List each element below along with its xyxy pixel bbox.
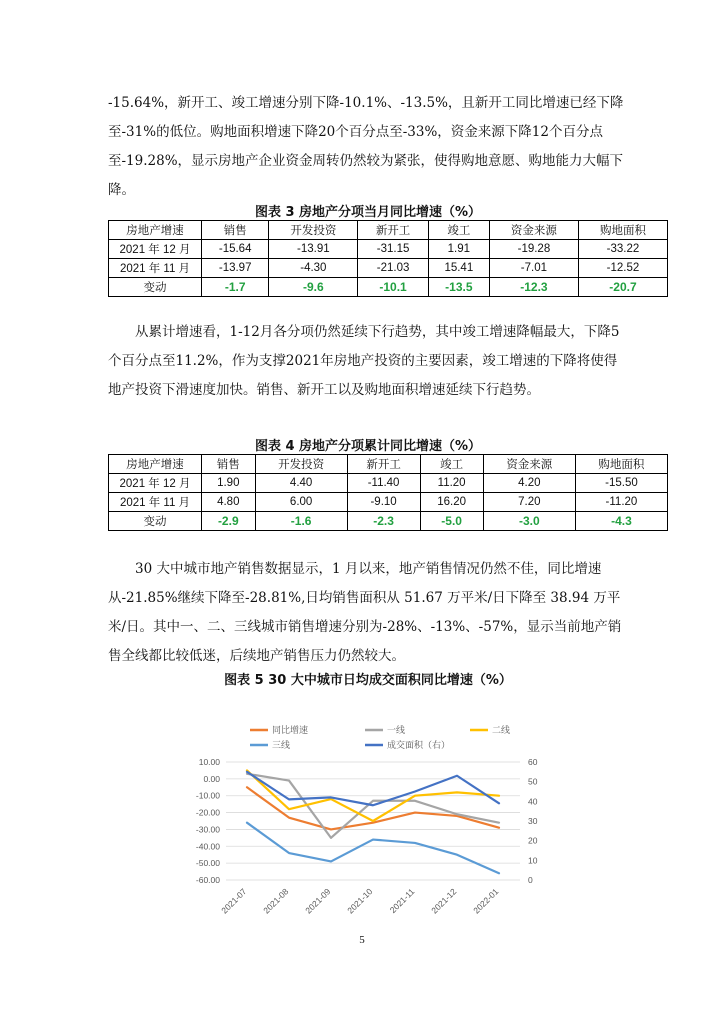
table-cell: 1.90 (202, 474, 256, 493)
header-cell: 开发投资 (255, 455, 347, 474)
table-cell: -33.22 (578, 240, 667, 259)
y-left-tick-label: -60.00 (195, 875, 220, 885)
y-left-tick-label: 0.00 (203, 773, 220, 784)
x-tick-label: 2021-08 (261, 886, 291, 916)
change-cell: -4.3 (575, 512, 667, 531)
table4 (108, 454, 668, 531)
table-cell: 2021 年 12 月 (109, 474, 202, 493)
table-cell: 11.20 (420, 474, 483, 493)
table-cell: -15.50 (575, 474, 667, 493)
legend-label: 同比增速 (272, 725, 309, 735)
header-cell: 购地面积 (578, 221, 667, 240)
line-chart (160, 712, 560, 932)
table4-change-row (109, 512, 668, 531)
table-cell: -19.28 (489, 240, 578, 259)
table3-header-row (109, 221, 668, 240)
table3-change-row (109, 278, 668, 297)
change-cell: -5.0 (420, 512, 483, 531)
change-label: 变动 (109, 512, 202, 531)
change-cell: -2.9 (202, 512, 256, 531)
change-cell: -1.7 (202, 278, 269, 297)
y-right-tick-label: 40 (528, 796, 538, 807)
legend-label: 三线 (272, 740, 291, 750)
table-row (109, 240, 668, 259)
x-tick-label: 2021-12 (429, 886, 459, 916)
y-left-tick-label: -20.00 (195, 807, 220, 818)
change-cell: -9.6 (269, 278, 358, 297)
paragraph-2: 从累计增速看，1-12月各分项仍然延续下行趋势，其中竣工增速降幅最大，下降5个百分点至11.2%，作为支撑2021年房地产投资的主要因素，竣工增速的下降将使得地产投资下滑速度加快。销售、新开工以及购地面积增速延续下行趋势。 (108, 324, 620, 398)
header-cell: 资金来源 (483, 455, 575, 474)
table-cell: 4.40 (255, 474, 347, 493)
change-cell: -20.7 (578, 278, 667, 297)
change-cell: -13.5 (428, 278, 489, 297)
change-cell: -10.1 (358, 278, 428, 297)
series-line (247, 823, 499, 874)
table-cell: -21.03 (358, 259, 428, 278)
table-cell: -4.30 (269, 259, 358, 278)
table4-header-row (109, 455, 668, 474)
header-cell: 销售 (202, 221, 269, 240)
header-cell: 房地产增速 (109, 455, 202, 474)
y-left-tick-label: -40.00 (195, 841, 220, 852)
legend-label: 二线 (492, 725, 511, 735)
table-cell: -13.91 (269, 240, 358, 259)
header-cell: 竣工 (420, 455, 483, 474)
chart-caption: 图表 5 30 大中城市日均成交面积同比增速（%） (224, 673, 512, 688)
y-left-tick-label: -10.00 (195, 790, 220, 801)
y-right-tick-label: 50 (528, 776, 538, 787)
table-cell: 4.20 (483, 474, 575, 493)
table-cell: -12.52 (578, 259, 667, 278)
legend-label: 成交面积（右） (387, 740, 451, 750)
y-right-tick-label: 60 (528, 757, 538, 767)
table-cell: 6.00 (255, 493, 347, 512)
x-tick-label: 2022-01 (471, 886, 501, 916)
table-cell: 2021 年 11 月 (109, 259, 202, 278)
header-cell: 新开工 (358, 221, 428, 240)
table3 (108, 220, 668, 297)
table-cell: 16.20 (420, 493, 483, 512)
table3-caption: 图表 3 房地产分项当月同比增速（%） (254, 205, 482, 220)
paragraph-3: 30 大中城市地产销售数据显示，1 月以来，地产销售情况仍然不佳，同比增速从-21.85%继续下降至-28.81%,日均销售面积从 51.67 万平米/日下降至 38.94 万平米/日。其中一、二、三线城市销售增速分别为-28%、-13%、-57%，显示当前地产销售全线都比较低迷，后续地产销售压力仍然较大。 (108, 561, 622, 664)
table4-caption: 图表 4 房地产分项累计同比增速（%） (254, 439, 482, 454)
table-cell: 2021 年 11 月 (109, 493, 202, 512)
change-cell: -3.0 (483, 512, 575, 531)
table-row (109, 493, 668, 512)
table-cell: 7.20 (483, 493, 575, 512)
paragraph-1: -15.64%，新开工、竣工增速分别下降-10.1%、-13.5%，且新开工同比增速已经下降至-31%的低位。购地面积增速下降20个百分点至-33%，资金来源下降12个百分点至-19.28%，显示房地产企业资金周转仍然较为紧张，使得购地意愿、购地能力大幅下降。 (108, 95, 624, 198)
table-row (109, 259, 668, 278)
y-left-tick-label: -50.00 (195, 858, 220, 869)
table-cell: 15.41 (428, 259, 489, 278)
x-tick-label: 2021-10 (345, 886, 375, 916)
header-cell: 新开工 (347, 455, 420, 474)
table-cell: -7.01 (489, 259, 578, 278)
table-cell: -31.15 (358, 240, 428, 259)
table-cell: -11.20 (575, 493, 667, 512)
table-row (109, 474, 668, 493)
header-cell: 开发投资 (269, 221, 358, 240)
header-cell: 销售 (202, 455, 256, 474)
legend-label: 一线 (387, 725, 406, 735)
y-left-tick-label: 10.00 (198, 757, 220, 767)
y-left-tick-label: -30.00 (195, 824, 220, 835)
x-tick-label: 2021-09 (303, 886, 333, 916)
y-right-tick-label: 30 (528, 816, 538, 826)
change-cell: -12.3 (489, 278, 578, 297)
header-cell: 资金来源 (489, 221, 578, 240)
change-cell: -1.6 (255, 512, 347, 531)
x-tick-label: 2021-07 (219, 886, 249, 916)
y-right-tick-label: 0 (528, 875, 533, 885)
table-cell: 4.80 (202, 493, 256, 512)
change-cell: -2.3 (347, 512, 420, 531)
header-cell: 房地产增速 (109, 221, 202, 240)
y-right-tick-label: 20 (528, 835, 538, 846)
table-cell: 1.91 (428, 240, 489, 259)
table-cell: -15.64 (202, 240, 269, 259)
y-right-tick-label: 10 (528, 855, 538, 866)
table-cell: -9.10 (347, 493, 420, 512)
x-tick-label: 2021-11 (387, 886, 417, 916)
change-label: 变动 (109, 278, 202, 297)
header-cell: 购地面积 (575, 455, 667, 474)
header-cell: 竣工 (428, 221, 489, 240)
table-cell: -13.97 (202, 259, 269, 278)
table-cell: 2021 年 12 月 (109, 240, 202, 259)
table-cell: -11.40 (347, 474, 420, 493)
page-number: 5 (359, 934, 365, 946)
